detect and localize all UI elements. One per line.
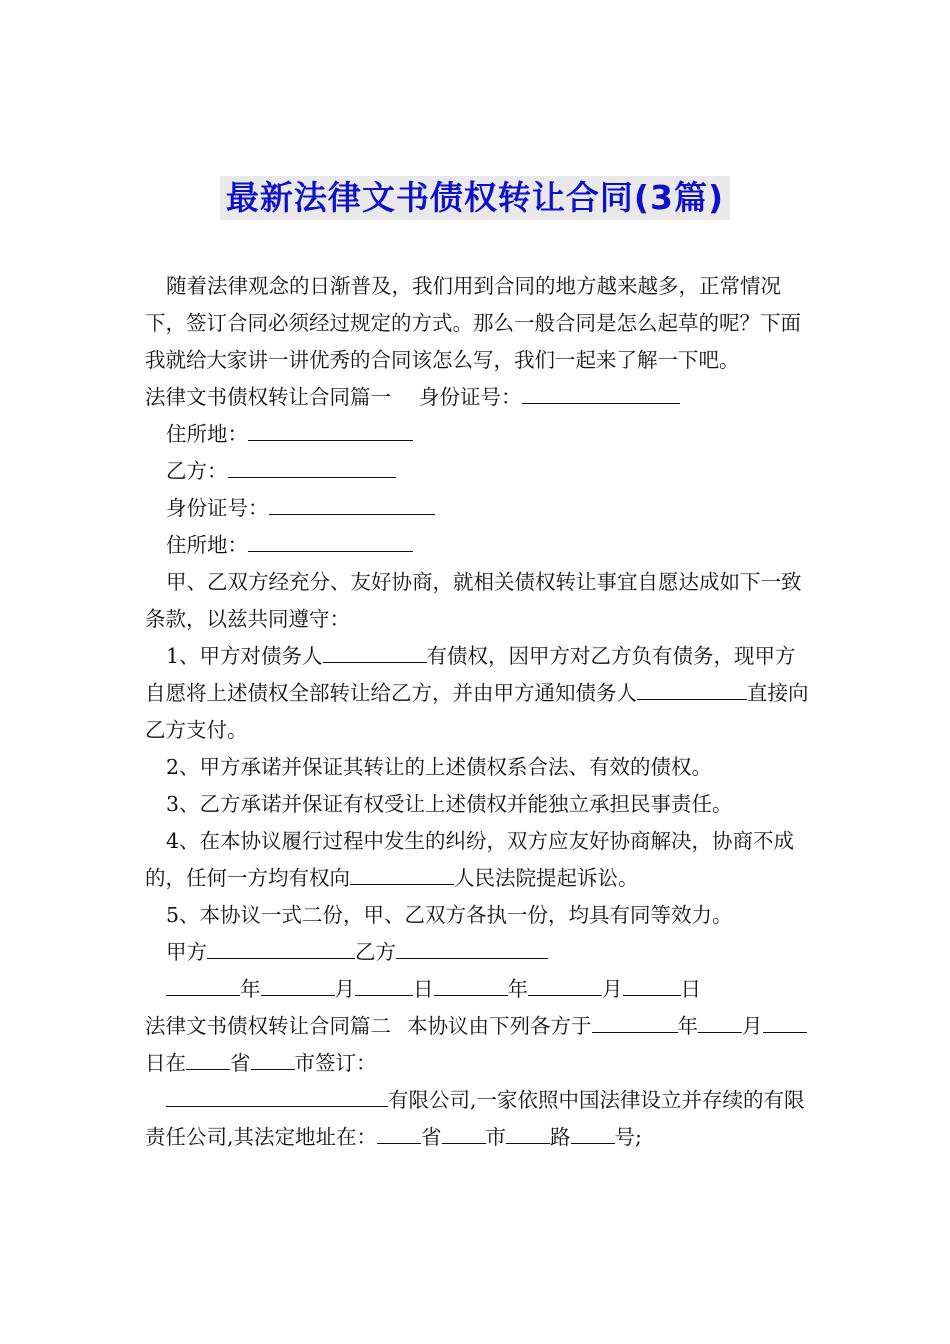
part2-month-blank	[698, 1010, 742, 1033]
clause-3: 3、乙方承诺并保证有权受让上述债权并能独立承担民事责任。	[166, 792, 733, 816]
addr-road-label: 路	[550, 1125, 571, 1149]
part2-province-blank	[186, 1047, 230, 1070]
party-b-line	[145, 453, 810, 490]
title-container	[0, 176, 950, 220]
sign-party-b-label: 乙方	[355, 940, 396, 964]
year-label-a: 年	[240, 977, 261, 1001]
clause-4	[145, 823, 810, 897]
address-blank-a	[248, 418, 413, 441]
party-b-label: 乙方：	[166, 459, 228, 483]
address-line-a	[145, 416, 810, 453]
addr-city-blank	[442, 1121, 486, 1144]
address-label-b: 住所地：	[166, 533, 248, 557]
part2-day-label: 日在	[145, 1051, 186, 1075]
id-label-a: 身份证号：	[419, 385, 522, 409]
part2-line1: 本协议由下列各方于	[407, 1014, 592, 1038]
addr-road-blank	[506, 1121, 550, 1144]
part2-day-blank	[763, 1010, 807, 1033]
part2-first-paragraph	[145, 1008, 810, 1082]
day-label-a: 日	[413, 977, 434, 1001]
addr-province-label: 省	[421, 1125, 442, 1149]
addr-number-label: 号;	[614, 1125, 642, 1149]
year-label-b: 年	[507, 977, 528, 1001]
part2-month-label: 月	[742, 1014, 763, 1038]
addr-number-blank	[571, 1121, 615, 1144]
month-blank-b	[528, 973, 602, 996]
part2-province-label: 省	[230, 1051, 251, 1075]
sign-party-a-blank	[207, 936, 355, 959]
part2-year-label: 年	[677, 1014, 698, 1038]
day-blank-b	[623, 973, 681, 996]
clause1-part-b: 有债权，因甲方对乙方负有债务，现甲方自愿将上述债权全部转让给乙方，并由甲方通知债务人	[145, 644, 796, 705]
clause1-part-a: 1、甲方对债务人	[166, 644, 323, 668]
debtor-blank	[323, 640, 427, 663]
clause1-part-c: 直接向乙方支付。	[145, 681, 809, 742]
part2-year-blank	[592, 1010, 678, 1033]
part1-heading-line	[145, 379, 810, 416]
party-b-blank	[228, 455, 396, 478]
part2-city-blank	[251, 1047, 295, 1070]
id-label-b: 身份证号：	[166, 496, 269, 520]
id-line-b	[145, 490, 810, 527]
clause-1	[145, 638, 810, 749]
id-blank-a	[522, 381, 680, 404]
year-blank-a	[166, 973, 240, 996]
day-blank-a	[355, 973, 413, 996]
date-line	[145, 971, 810, 1008]
clause-5: 5、本协议一式二份，甲、乙双方各执一份，均具有同等效力。	[166, 903, 733, 927]
address-line-b	[145, 527, 810, 564]
sign-party-b-blank	[396, 936, 548, 959]
address-label-a: 住所地：	[166, 422, 248, 446]
part2-heading: 法律文书债权转让合同篇二	[145, 1014, 391, 1038]
month-label-a: 月	[334, 977, 355, 1001]
debtor-notify-blank	[637, 677, 747, 700]
part2-company-paragraph	[145, 1082, 810, 1156]
part1-heading: 法律文书债权转让合同篇一	[145, 385, 391, 409]
intro-paragraph: 随着法律观念的日渐普及，我们用到合同的地方越来越多，正常情况下，签订合同必须经过规定的方式。那么一般合同是怎么起草的呢？下面我就给大家讲一讲优秀的合同该怎么写，我们一起来了解一下吧。	[145, 274, 801, 372]
month-blank-a	[261, 973, 335, 996]
day-label-b: 日	[680, 977, 701, 1001]
company-text: 有限公司,一家依照中国法律设立并存续的有限责任公司,其法定地址在：	[145, 1088, 805, 1149]
preamble-paragraph: 甲、乙双方经充分、友好协商，就相关债权转让事宜自愿达成如下一致条款，以兹共同遵守：	[145, 570, 802, 631]
month-label-b: 月	[602, 977, 623, 1001]
id-blank-b	[269, 492, 435, 515]
clause4-part-b: 人民法院提起诉讼。	[454, 866, 639, 890]
part2-city-label: 市签订：	[294, 1051, 377, 1075]
address-blank-b	[248, 529, 413, 552]
clause-2: 2、甲方承诺并保证其转让的上述债权系合法、有效的债权。	[166, 755, 713, 779]
addr-province-blank	[377, 1121, 421, 1144]
sign-party-a-label: 甲方	[166, 940, 207, 964]
document-body	[145, 268, 810, 1156]
year-blank-b	[434, 973, 508, 996]
addr-city-label: 市	[485, 1125, 507, 1149]
clause4-part-a: 4、在本协议履行过程中发生的纠纷，双方应友好协商解决，协商不成的，任何一方均有权向	[145, 829, 795, 890]
company-name-blank	[166, 1084, 388, 1107]
document-title: 最新法律文书债权转让合同(3篇)	[220, 176, 730, 220]
signature-line	[145, 934, 810, 971]
court-blank	[350, 862, 454, 885]
